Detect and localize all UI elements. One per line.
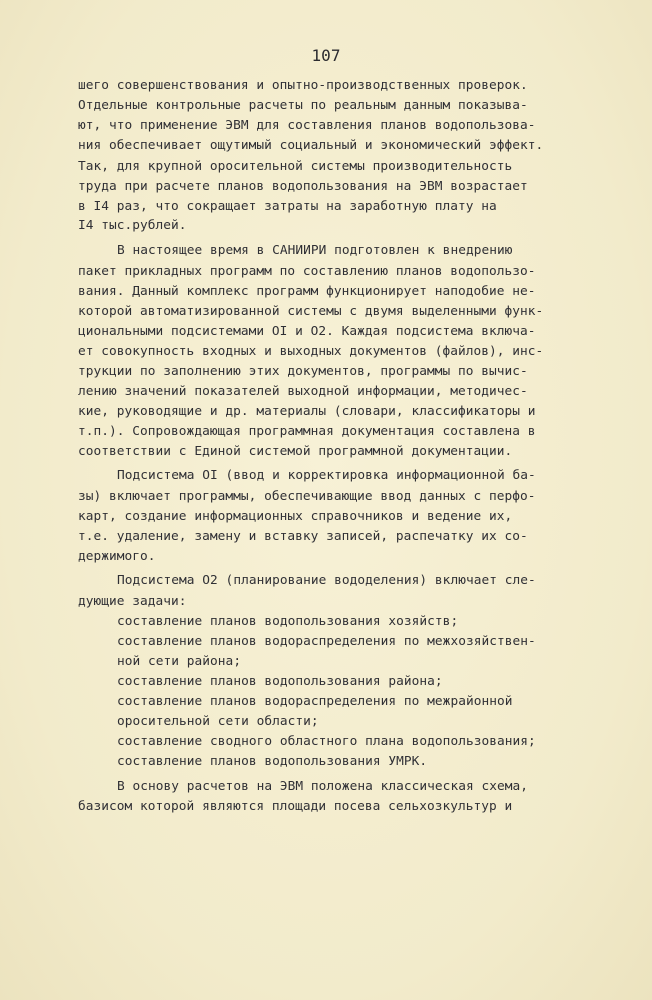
text-line: лению значений показателей выходной информации, методичес- (78, 384, 528, 399)
text-line: зы) включает программы, обеспечивающие ввод данных с перфо- (78, 489, 536, 504)
text-line: Подсистема OI (ввод и корректировка информационной ба- (117, 468, 536, 483)
text-line: вания. Данный комплекс программ функционирует наподобие не- (78, 284, 536, 299)
text-line: карт, создание информационных справочников и ведение их, (78, 509, 513, 524)
text-line: шего совершенствования и опытно-производственных проверок. (78, 78, 528, 93)
list-item: составление сводного областного плана водопользования; (117, 734, 536, 749)
text-line: Отдельные контрольные расчеты по реальным данным показыва- (78, 98, 528, 113)
list-item: составление планов водораспределения по межхозяйствен- (117, 634, 536, 649)
list-item: составление планов водопользования УМРК. (117, 754, 428, 769)
text-line: т.п.). Сопровождающая программная документация составлена в (78, 424, 536, 439)
text-line: пакет прикладных программ по составлению планов водопользо- (78, 264, 536, 279)
list-item: составление планов водораспределения по межрайонной (117, 694, 513, 709)
text-line: В основу расчетов на ЭВМ положена классическая схема, (117, 779, 528, 794)
text-line: держимого. (78, 549, 156, 564)
text-line: I4 тыс.рублей. (78, 218, 187, 233)
list-item: ной сети района; (117, 654, 242, 669)
list-item: составление планов водопользования хозяйств; (117, 614, 459, 629)
list-item: составление планов водопользования района; (117, 674, 443, 689)
text-line: ет совокупность входных и выходных документов (файлов), инс- (78, 344, 544, 359)
text-line: которой автоматизированной системы с двумя выделенными функ- (78, 304, 544, 319)
text-line: в I4 раз, что сокращает затраты на заработную плату на (78, 199, 497, 214)
text-line: труда при расчете планов водопользования на ЭВМ возрастает (78, 179, 528, 194)
text-line: ния обеспечивает ощутимый социальный и экономический эффект. (78, 138, 544, 153)
text-line: дующие задачи: (78, 594, 187, 609)
text-line: В настоящее время в САНИИРИ подготовлен к внедрению (117, 243, 513, 258)
text-line: т.е. удаление, замену и вставку записей, распечатку их со- (78, 529, 528, 544)
text-line: ют, что применение ЭВМ для составления планов водопользова- (78, 118, 536, 133)
text-line: базисом которой являются площади посева сельхозкультур и (78, 799, 513, 814)
text-line: соответствии с Единой системой программной документации. (78, 444, 513, 459)
text-line: Так, для крупной оросительной системы производительность (78, 159, 513, 174)
text-line: Подсистема O2 (планирование вододеления) включает сле- (117, 573, 536, 588)
page-number: 107 (311, 46, 341, 65)
list-item: оросительной сети области; (117, 714, 319, 729)
text-line: циональными подсистемами OI и O2. Каждая подсистема включа- (78, 324, 536, 339)
text-line: кие, руководящие и др. материалы (словари, классификаторы и (78, 404, 536, 419)
text-line: трукции по заполнению этих документов, программы по вычис- (78, 364, 528, 379)
